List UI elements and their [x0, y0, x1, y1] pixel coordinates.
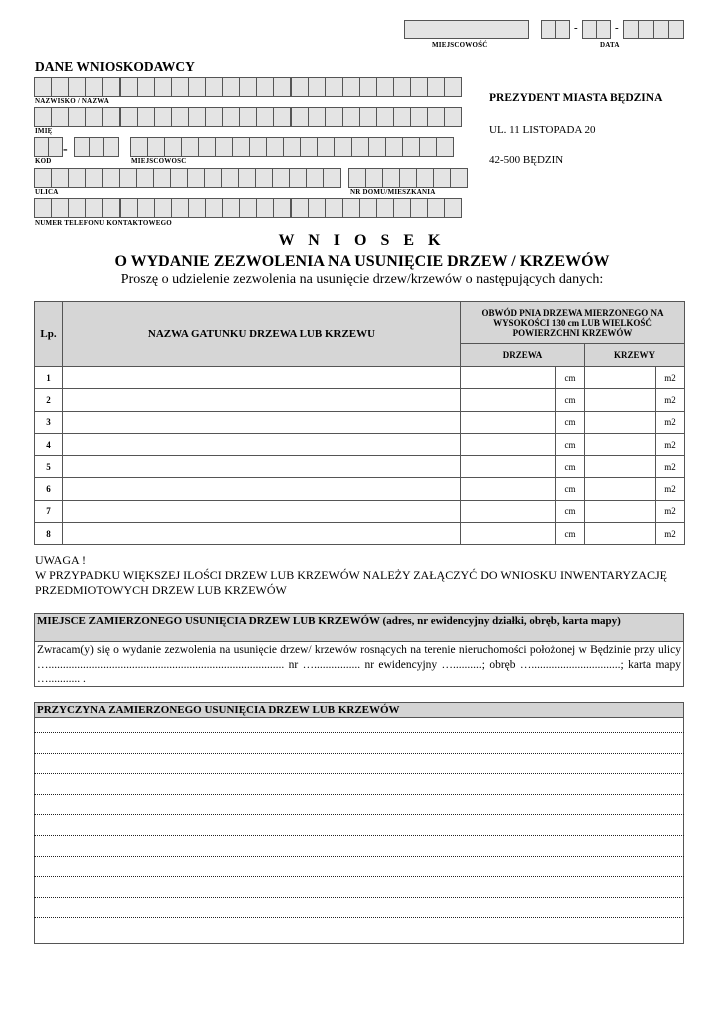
- phone-box[interactable]: [273, 198, 291, 218]
- house-number-box[interactable]: [382, 168, 400, 188]
- col-species: NAZWA GATUNKU DRZEWA LUB KRZEWU: [63, 302, 461, 367]
- town-box[interactable]: [402, 137, 420, 157]
- species-cell[interactable]: [63, 367, 461, 389]
- town-box[interactable]: [368, 137, 386, 157]
- house-number-label: NR DOMU/MIESZKANIA: [350, 188, 436, 196]
- trees-unit: cm: [556, 433, 585, 455]
- first-name-box[interactable]: [188, 107, 206, 127]
- surname-box[interactable]: [410, 77, 428, 97]
- row-number: 5: [35, 456, 63, 478]
- trees-unit: cm: [556, 411, 585, 433]
- location-heading: MIEJSCE ZAMIERZONEGO USUNIĘCIA DRZEW LUB KRZEWÓW (adres, nr ewidencyjny działki, obręb, karta mapy): [34, 613, 684, 642]
- phone-box[interactable]: [51, 198, 69, 218]
- shrubs-unit: m2: [656, 523, 685, 545]
- surname-box[interactable]: [68, 77, 86, 97]
- first-name-box[interactable]: [51, 107, 69, 127]
- date-separator-1: -: [574, 22, 578, 34]
- surname-box[interactable]: [239, 77, 257, 97]
- shrubs-unit: m2: [656, 411, 685, 433]
- row-number: 2: [35, 389, 63, 411]
- phone-box[interactable]: [154, 198, 172, 218]
- date-label: DATA: [600, 41, 620, 49]
- col-measure: OBWÓD PNIA DRZEWA MIERZONEGO NA WYSOKOŚCI 130 cm LUB WIELKOŚĆ POWIERZCHNI KRZEWÓW: [461, 302, 685, 344]
- phone-box[interactable]: [308, 198, 326, 218]
- postcode-box[interactable]: [89, 137, 105, 157]
- shrubs-unit: m2: [656, 500, 685, 522]
- recipient-street: UL. 11 LISTOPADA 20: [489, 124, 596, 136]
- trees-value-cell[interactable]: [461, 523, 556, 545]
- street-box[interactable]: [34, 168, 52, 188]
- trees-unit: cm: [556, 500, 585, 522]
- reason-line[interactable]: [34, 856, 684, 857]
- town-box[interactable]: [147, 137, 165, 157]
- reason-box[interactable]: [34, 717, 684, 944]
- phone-box[interactable]: [239, 198, 257, 218]
- phone-box[interactable]: [291, 198, 309, 218]
- postcode-box[interactable]: [48, 137, 63, 157]
- phone-box[interactable]: [427, 198, 445, 218]
- town-box[interactable]: [385, 137, 403, 157]
- species-cell[interactable]: [63, 411, 461, 433]
- surname-box[interactable]: [376, 77, 394, 97]
- phone-box[interactable]: [188, 198, 206, 218]
- table-row: [35, 433, 685, 455]
- surname-box[interactable]: [342, 77, 360, 97]
- first-name-box[interactable]: [154, 107, 172, 127]
- first-name-box[interactable]: [308, 107, 326, 127]
- house-number-box[interactable]: [450, 168, 468, 188]
- surname-box[interactable]: [85, 77, 103, 97]
- first-name-box[interactable]: [222, 107, 240, 127]
- surname-box[interactable]: [427, 77, 445, 97]
- town-box[interactable]: [300, 137, 318, 157]
- town-box[interactable]: [181, 137, 199, 157]
- phone-box[interactable]: [393, 198, 411, 218]
- town-box[interactable]: [436, 137, 454, 157]
- species-cell[interactable]: [63, 456, 461, 478]
- street-box[interactable]: [255, 168, 273, 188]
- month-box[interactable]: [582, 20, 597, 39]
- applicant-title: DANE WNIOSKODAWCY: [35, 59, 195, 74]
- first-name-box[interactable]: [342, 107, 360, 127]
- surname-box[interactable]: [120, 77, 138, 97]
- phone-box[interactable]: [137, 198, 155, 218]
- street-box[interactable]: [153, 168, 171, 188]
- recipient-city: 42-500 BĘDZIN: [489, 154, 564, 166]
- phone-box[interactable]: [85, 198, 103, 218]
- surname-box[interactable]: [51, 77, 69, 97]
- shrubs-value-cell[interactable]: [585, 523, 656, 545]
- street-box[interactable]: [289, 168, 307, 188]
- shrubs-value-cell[interactable]: [585, 456, 656, 478]
- species-cell[interactable]: [63, 500, 461, 522]
- reason-line[interactable]: [34, 753, 684, 754]
- trees-value-cell[interactable]: [461, 411, 556, 433]
- phone-box[interactable]: [444, 198, 462, 218]
- year-box[interactable]: [668, 20, 684, 39]
- shrubs-unit: m2: [656, 456, 685, 478]
- town-box[interactable]: [249, 137, 267, 157]
- note-text: W PRZYPADKU WIĘKSZEJ ILOŚCI DRZEW LUB KRZEWÓW NALEŻY ZAŁĄCZYĆ DO WNIOSKU INWENTARYZACJĘ PRZEDMIOTOWYCH DRZEW LUB KRZEWÓW: [35, 568, 668, 597]
- street-box[interactable]: [221, 168, 239, 188]
- shrubs-unit: m2: [656, 389, 685, 411]
- first-name-box[interactable]: [376, 107, 394, 127]
- col-shrubs: KRZEWY: [585, 344, 685, 367]
- town-box[interactable]: [283, 137, 301, 157]
- day-box[interactable]: [555, 20, 570, 39]
- surname-box[interactable]: [273, 77, 291, 97]
- first-name-box[interactable]: [102, 107, 120, 127]
- document-subject: O WYDANIE ZEZWOLENIA NA USUNIĘCIE DRZEW / KRZEWÓW: [114, 253, 610, 270]
- document-title: W N I O S E K: [278, 232, 446, 249]
- house-number-box[interactable]: [416, 168, 434, 188]
- surname-box[interactable]: [154, 77, 172, 97]
- species-cell[interactable]: [63, 433, 461, 455]
- town-label: MIEJSCOWOSC: [131, 157, 187, 165]
- street-box[interactable]: [51, 168, 69, 188]
- first-name-label: IMIĘ: [35, 127, 53, 135]
- trees-unit: cm: [556, 456, 585, 478]
- town-box[interactable]: [232, 137, 250, 157]
- recipient-name: PREZYDENT MIASTA BĘDZINA: [489, 92, 663, 104]
- phone-box[interactable]: [342, 198, 360, 218]
- surname-box[interactable]: [325, 77, 343, 97]
- town-box[interactable]: [334, 137, 352, 157]
- first-name-box[interactable]: [68, 107, 86, 127]
- trees-unit: cm: [556, 367, 585, 389]
- first-name-box[interactable]: [325, 107, 343, 127]
- postcode-separator: -: [63, 142, 68, 157]
- month-box[interactable]: [596, 20, 611, 39]
- surname-box[interactable]: [291, 77, 309, 97]
- surname-box[interactable]: [205, 77, 223, 97]
- row-number: 3: [35, 411, 63, 433]
- phone-box[interactable]: [222, 198, 240, 218]
- postcode-box[interactable]: [74, 137, 90, 157]
- first-name-box[interactable]: [205, 107, 223, 127]
- species-cell[interactable]: [63, 389, 461, 411]
- first-name-box[interactable]: [85, 107, 103, 127]
- phone-box[interactable]: [102, 198, 120, 218]
- reason-heading: PRZYCZYNA ZAMIERZONEGO USUNIĘCIA DRZEW LUB KRZEWÓW: [34, 702, 684, 718]
- first-name-box[interactable]: [273, 107, 291, 127]
- house-number-box[interactable]: [365, 168, 383, 188]
- street-box[interactable]: [238, 168, 256, 188]
- street-box[interactable]: [204, 168, 222, 188]
- phone-box[interactable]: [205, 198, 223, 218]
- reason-line[interactable]: [34, 835, 684, 836]
- row-number: 8: [35, 523, 63, 545]
- street-label: ULICA: [35, 188, 59, 196]
- first-name-box[interactable]: [171, 107, 189, 127]
- shrubs-value-cell[interactable]: [585, 411, 656, 433]
- town-box[interactable]: [130, 137, 148, 157]
- surname-label: NAZWISKO / NAZWA: [35, 97, 109, 105]
- postcode-box[interactable]: [34, 137, 49, 157]
- street-box[interactable]: [136, 168, 154, 188]
- town-box[interactable]: [164, 137, 182, 157]
- reason-line[interactable]: [34, 876, 684, 877]
- surname-box[interactable]: [34, 77, 52, 97]
- town-box[interactable]: [198, 137, 216, 157]
- surname-box[interactable]: [308, 77, 326, 97]
- phone-box[interactable]: [410, 198, 428, 218]
- surname-box[interactable]: [222, 77, 240, 97]
- city-label: MIEJSCOWOŚĆ: [432, 41, 488, 49]
- col-trees: DRZEWA: [461, 344, 585, 367]
- trees-value-cell[interactable]: [461, 367, 556, 389]
- shrubs-value-cell[interactable]: [585, 478, 656, 500]
- surname-box[interactable]: [256, 77, 274, 97]
- day-box[interactable]: [541, 20, 556, 39]
- trees-unit: cm: [556, 523, 585, 545]
- street-box[interactable]: [187, 168, 205, 188]
- town-box[interactable]: [419, 137, 437, 157]
- shrubs-value-cell[interactable]: [585, 433, 656, 455]
- surname-box[interactable]: [188, 77, 206, 97]
- first-name-box[interactable]: [239, 107, 257, 127]
- table-row: [35, 478, 685, 500]
- trees-value-cell[interactable]: [461, 389, 556, 411]
- first-name-box[interactable]: [137, 107, 155, 127]
- house-number-box[interactable]: [433, 168, 451, 188]
- shrubs-unit: m2: [656, 433, 685, 455]
- street-box[interactable]: [272, 168, 290, 188]
- row-number: 6: [35, 478, 63, 500]
- row-number: 7: [35, 500, 63, 522]
- species-cell[interactable]: [63, 523, 461, 545]
- city-field[interactable]: [404, 20, 529, 39]
- table-row: [35, 456, 685, 478]
- species-cell[interactable]: [63, 478, 461, 500]
- reason-line[interactable]: [34, 897, 684, 898]
- trees-unit: cm: [556, 478, 585, 500]
- first-name-box[interactable]: [427, 107, 445, 127]
- street-box[interactable]: [119, 168, 137, 188]
- year-box[interactable]: [638, 20, 654, 39]
- trees-value-cell[interactable]: [461, 456, 556, 478]
- table-row: [35, 411, 685, 433]
- reason-line[interactable]: [34, 773, 684, 774]
- phone-box[interactable]: [68, 198, 86, 218]
- shrubs-value-cell[interactable]: [585, 389, 656, 411]
- surname-box[interactable]: [444, 77, 462, 97]
- street-box[interactable]: [85, 168, 103, 188]
- year-box[interactable]: [653, 20, 669, 39]
- first-name-box[interactable]: [256, 107, 274, 127]
- trees-value-cell[interactable]: [461, 433, 556, 455]
- phone-box[interactable]: [376, 198, 394, 218]
- col-lp: Lp.: [35, 302, 63, 367]
- surname-box[interactable]: [359, 77, 377, 97]
- surname-box[interactable]: [171, 77, 189, 97]
- phone-box[interactable]: [359, 198, 377, 218]
- surname-box[interactable]: [137, 77, 155, 97]
- surname-box[interactable]: [102, 77, 120, 97]
- street-box[interactable]: [170, 168, 188, 188]
- street-box[interactable]: [323, 168, 341, 188]
- street-box[interactable]: [102, 168, 120, 188]
- shrubs-value-cell[interactable]: [585, 367, 656, 389]
- postcode-label: KOD: [35, 157, 52, 165]
- town-box[interactable]: [317, 137, 335, 157]
- year-box[interactable]: [623, 20, 639, 39]
- table-row: [35, 500, 685, 522]
- town-box[interactable]: [266, 137, 284, 157]
- trees-table: [34, 301, 685, 545]
- first-name-box[interactable]: [410, 107, 428, 127]
- house-number-box[interactable]: [348, 168, 366, 188]
- first-name-box[interactable]: [359, 107, 377, 127]
- trees-value-cell[interactable]: [461, 478, 556, 500]
- town-box[interactable]: [215, 137, 233, 157]
- phone-box[interactable]: [171, 198, 189, 218]
- street-box[interactable]: [306, 168, 324, 188]
- phone-label: NUMER TELEFONU KONTAKTOWEGO: [35, 219, 172, 227]
- trees-value-cell[interactable]: [461, 500, 556, 522]
- table-row: [35, 389, 685, 411]
- reason-line[interactable]: [34, 732, 684, 733]
- phone-box[interactable]: [120, 198, 138, 218]
- house-number-box[interactable]: [399, 168, 417, 188]
- first-name-box[interactable]: [120, 107, 138, 127]
- note-label: UWAGA !: [35, 553, 86, 567]
- reason-line[interactable]: [34, 917, 684, 918]
- reason-line[interactable]: [34, 794, 684, 795]
- shrubs-value-cell[interactable]: [585, 500, 656, 522]
- postcode-box[interactable]: [103, 137, 119, 157]
- row-number: 1: [35, 367, 63, 389]
- town-box[interactable]: [351, 137, 369, 157]
- phone-box[interactable]: [34, 198, 52, 218]
- first-name-box[interactable]: [393, 107, 411, 127]
- surname-box[interactable]: [393, 77, 411, 97]
- trees-unit: cm: [556, 389, 585, 411]
- first-name-box[interactable]: [444, 107, 462, 127]
- location-text[interactable]: Zwracam(y) się o wydanie zezwolenia na usunięcie drzew/ krzewów rosnących na terenie nieruchomości położonej w Będzinie przy ulicy ….................................................................................. nr …................ nr ewidencyjny …..........; obręb …...............................; karta mapy …........... .: [34, 641, 684, 687]
- document-subtitle: Proszę o udzielenie zezwolenia na usunięcie drzew/krzewów o następujących danych:: [120, 272, 604, 287]
- first-name-box[interactable]: [34, 107, 52, 127]
- phone-box[interactable]: [325, 198, 343, 218]
- phone-box[interactable]: [256, 198, 274, 218]
- table-row: [35, 367, 685, 389]
- street-box[interactable]: [68, 168, 86, 188]
- shrubs-unit: m2: [656, 367, 685, 389]
- reason-line[interactable]: [34, 814, 684, 815]
- shrubs-unit: m2: [656, 478, 685, 500]
- date-separator-2: -: [615, 22, 619, 34]
- first-name-box[interactable]: [291, 107, 309, 127]
- table-row: [35, 523, 685, 545]
- row-number: 4: [35, 433, 63, 455]
